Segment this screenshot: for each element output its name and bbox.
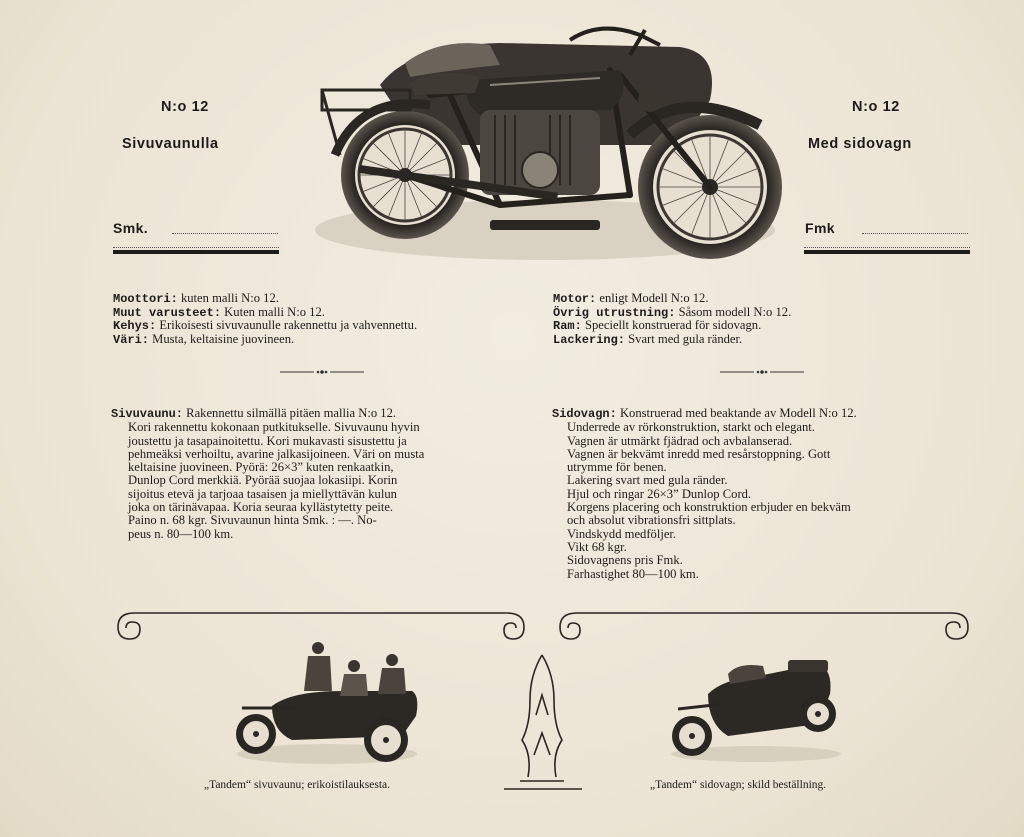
left-model-number: N:o 12 xyxy=(161,99,209,115)
description-line: Hjul och ringar 26×3” Dunlop Cord. xyxy=(567,486,752,501)
right-model-number: N:o 12 xyxy=(852,99,900,115)
description-line: Dunlop Cord merkkiä. Pyörää suojaa lokasiipi. Korin xyxy=(128,473,398,488)
description-line: Underrede av rörkonstruktion, starkt och elegant. xyxy=(567,420,815,435)
right-photo-caption: „Tandem“ sidovagn; skild beställning. xyxy=(650,779,827,791)
left-photo-caption: „Tandem“ sivuvaunu; erikoistilauksesta. xyxy=(204,779,391,791)
left-price-label: Smk. xyxy=(113,220,149,236)
spec-key: Motor: xyxy=(553,292,597,306)
right-divider-rule xyxy=(804,250,970,254)
spec-value: Speciellt konstruerad för sidovagn. xyxy=(581,318,762,333)
description-text: Konstruerad med beaktande av Modell N:o 12. xyxy=(616,406,857,420)
spec-row xyxy=(113,319,417,333)
swedish-description xyxy=(552,407,977,581)
spec-key: Kehys: xyxy=(113,319,157,334)
description-line: Lakering svart med gula ränder. xyxy=(567,473,728,488)
spec-key: Lackering: xyxy=(553,332,626,347)
spec-row xyxy=(113,292,417,306)
description-line: Kori rakennettu kokonaan putkitukselle. Sivuvaunu hyvin xyxy=(128,420,420,435)
spec-value: Erikoisesti sivuvaunulle rakennettu ja vahvennettu. xyxy=(156,318,418,333)
spec-key: Väri: xyxy=(113,332,150,347)
spec-row xyxy=(553,306,791,320)
description-line: pehmeäksi verhoiltu, avarine jalkasijoineen. Väri on musta xyxy=(128,446,425,461)
description-text: Rakennettu silmällä pitäen mallia N:o 12. xyxy=(183,406,397,420)
swedish-spec-list xyxy=(553,292,791,346)
description-line xyxy=(552,407,977,421)
description-line xyxy=(111,407,531,421)
spec-value: Kuten malli N:o 12. xyxy=(221,304,325,319)
right-section-divider xyxy=(720,368,804,376)
tandem-sidecar-riders-photo xyxy=(232,636,422,766)
spec-row xyxy=(113,306,417,320)
left-divider-rule xyxy=(113,250,279,254)
description-line: Farhastighet 80—100 km. xyxy=(567,566,699,581)
description-line: Korgens placering och konstruktion erbjuder en bekväm xyxy=(567,500,851,515)
spec-key: Ram: xyxy=(553,319,582,334)
spec-key: Muut varusteet: xyxy=(113,305,222,320)
right-price-line xyxy=(862,233,968,234)
spec-value: Såsom modell N:o 12. xyxy=(675,304,792,319)
spec-value: Svart med gula ränder. xyxy=(625,331,743,346)
description-line: joka on tärinävapaa. Koria seuraa kyllästytetty peite. xyxy=(128,500,394,515)
left-price-line xyxy=(172,233,278,234)
description-line: Vagnen är utmärkt fjädrad och avbalanserad. xyxy=(567,433,793,448)
description-key: Sivuvaunu: xyxy=(111,407,184,421)
spec-row xyxy=(113,333,417,347)
spec-key: Övrig utrustning: xyxy=(553,305,676,320)
description-line: keltaisine juovineen. Pyörä: 26×3” kuten renkaatkin, xyxy=(128,460,394,475)
description-line: sijoitus etevä ja tarjoaa tasaisen ja miellyttävän kulun xyxy=(128,486,397,501)
spec-value: enligt Modell N:o 12. xyxy=(596,291,709,305)
spec-value: kuten malli N:o 12. xyxy=(177,291,279,305)
spec-key: Moottori: xyxy=(113,292,178,306)
spec-row xyxy=(553,333,791,347)
description-line: Vikt 68 kgr. xyxy=(567,539,627,554)
spec-value: Musta, keltaisine juovineen. xyxy=(149,331,295,346)
description-line: peus n. 80—100 km. xyxy=(128,526,234,541)
description-line: Vagnen är bekvämt inredd med resårstoppning. Gott xyxy=(567,446,831,461)
description-line: Paino n. 68 kgr. Sivuvaunun hinta Smk. : —. No- xyxy=(128,513,377,528)
left-section-divider xyxy=(280,368,364,376)
tandem-sidecar-photo xyxy=(668,654,843,764)
description-key: Sidovagn: xyxy=(552,407,617,421)
finnish-spec-list xyxy=(113,292,417,346)
description-line: joustettu ja tasapainoitettu. Kori mukavasti sisustettu ja xyxy=(128,433,407,448)
left-model-name: Sivuvaunulla xyxy=(122,136,219,152)
spec-row xyxy=(553,292,791,306)
spec-row xyxy=(553,319,791,333)
motorcycle-illustration xyxy=(300,15,790,270)
right-model-name: Med sidovagn xyxy=(808,136,912,152)
finnish-description xyxy=(111,407,531,541)
description-line: Vindskydd medföljer. xyxy=(567,526,677,541)
description-line: utrymme för benen. xyxy=(567,460,667,475)
right-price-label: Fmk xyxy=(805,220,835,236)
description-line: och absolut vibrationsfri sittplats. xyxy=(567,513,736,528)
description-line: Sidovagnens pris Fmk. xyxy=(567,553,683,568)
